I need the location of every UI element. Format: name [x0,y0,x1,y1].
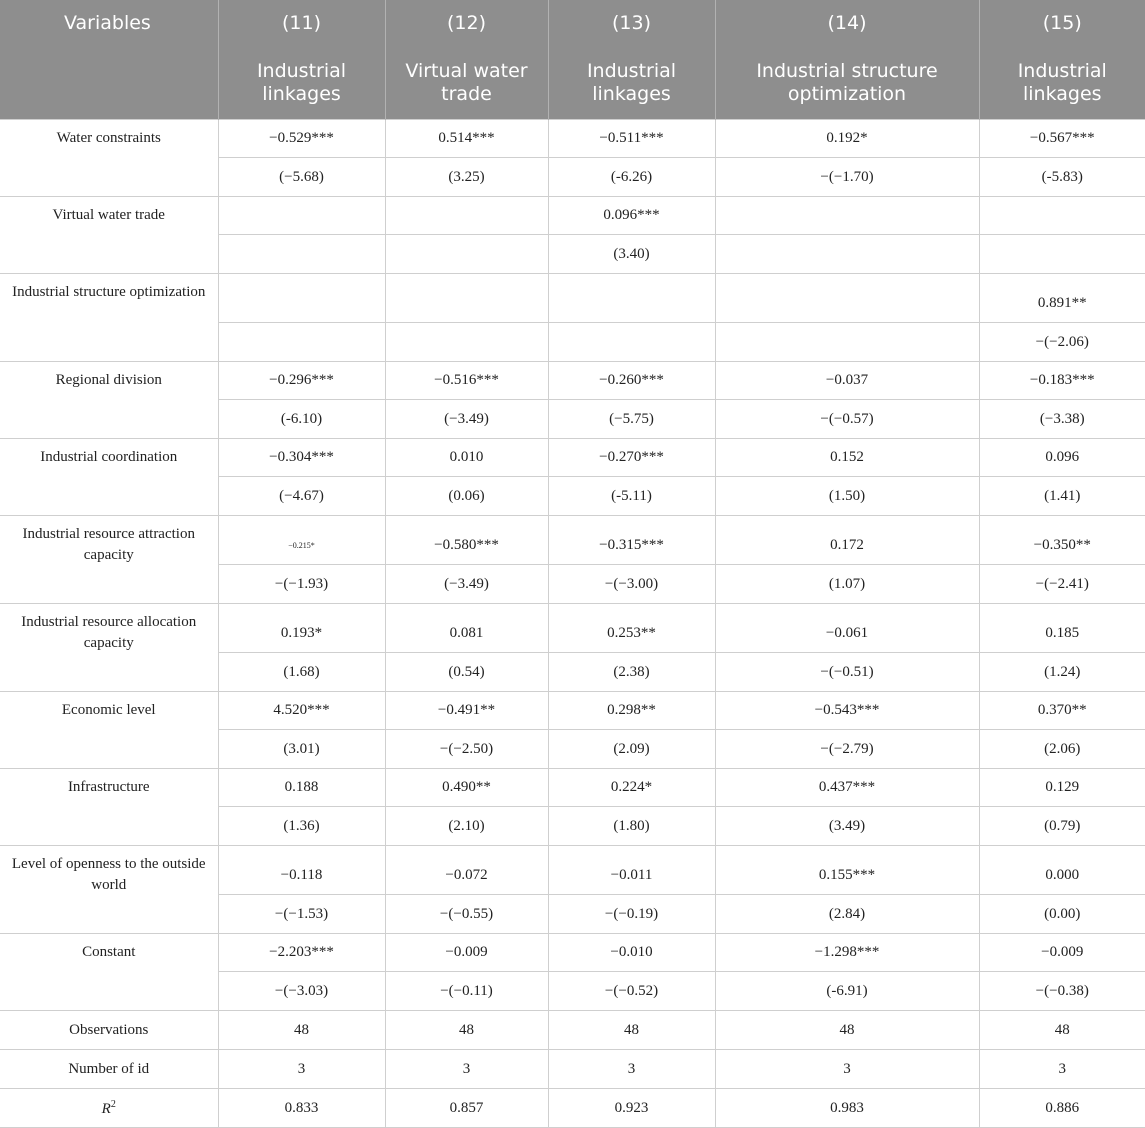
t-stat-cell [979,235,1145,274]
table-row [0,439,1145,477]
variable-label: Water constraints [0,120,218,197]
model-header-15: (15) [979,0,1145,47]
coefficient-cell: 0.096 [979,439,1145,477]
coefficient-cell: −0.009 [979,934,1145,972]
stat-value-cell: 0.857 [385,1089,548,1128]
t-stat-cell: (−5.75) [548,400,715,439]
coefficient-cell: 0.224* [548,769,715,807]
model-header-12: (12) [385,0,548,47]
t-stat-cell: (-6.26) [548,158,715,197]
t-stat-cell [218,323,385,362]
coefficient-cell: −0.350** [979,516,1145,565]
t-stat-cell: −(−0.55) [385,895,548,934]
stat-value-cell: 0.923 [548,1089,715,1128]
coefficient-cell: −0.009 [385,934,548,972]
t-stat-cell [715,323,979,362]
coefficient-cell: −0.580*** [385,516,548,565]
coefficient-cell [218,197,385,235]
t-stat-cell: (1.41) [979,477,1145,516]
t-stat-cell: (2.06) [979,730,1145,769]
t-stat-cell: (1.80) [548,807,715,846]
t-stat-cell: (1.36) [218,807,385,846]
variable-label: Industrial resource attraction capacity [0,516,218,604]
coefficient-cell [715,197,979,235]
coefficient-cell: −0.543*** [715,692,979,730]
t-stat-cell: −(−0.19) [548,895,715,934]
variable-label: Industrial resource allocation capacity [0,604,218,692]
t-stat-cell [715,235,979,274]
coefficient-cell: 0.891** [979,274,1145,323]
variable-label: Constant [0,934,218,1011]
stat-value-cell: 3 [385,1050,548,1089]
stat-row [0,1050,1145,1089]
coefficient-cell: 0.188 [218,769,385,807]
coefficient-cell: −0.511*** [548,120,715,158]
coefficient-cell: −0.215* [218,516,385,565]
stat-label: Observations [0,1011,218,1050]
coefficient-cell: −0.061 [715,604,979,653]
stat-value-cell: 3 [218,1050,385,1089]
t-stat-cell: (-5.83) [979,158,1145,197]
coefficient-cell: −0.260*** [548,362,715,400]
variable-label: Level of openness to the outside world [0,846,218,934]
coefficient-cell: 0.081 [385,604,548,653]
t-stat-cell: −(−0.52) [548,972,715,1011]
coefficient-cell: 0.490** [385,769,548,807]
t-stat-cell: (-5.11) [548,477,715,516]
coefficient-cell: −0.037 [715,362,979,400]
coefficient-cell: 0.152 [715,439,979,477]
coefficient-cell: −0.011 [548,846,715,895]
coefficient-cell [218,274,385,323]
t-stat-cell: (−3.49) [385,565,548,604]
coefficient-cell [385,197,548,235]
coefficient-cell: 0.010 [385,439,548,477]
t-stat-cell: (1.07) [715,565,979,604]
t-stat-cell: (3.01) [218,730,385,769]
dependent-header-12: Virtual water trade [385,47,548,120]
stat-value-cell: 48 [979,1011,1145,1050]
stat-value-cell: 48 [385,1011,548,1050]
coefficient-cell: −0.183*** [979,362,1145,400]
table-body [0,120,1145,1128]
t-stat-cell: (1.68) [218,653,385,692]
coefficient-cell: 0.370** [979,692,1145,730]
coefficient-cell: 0.129 [979,769,1145,807]
coefficient-cell: 0.192* [715,120,979,158]
table-header [0,0,1145,120]
t-stat-cell: (0.54) [385,653,548,692]
stat-value-cell: 3 [715,1050,979,1089]
t-stat-cell: −(−2.50) [385,730,548,769]
dependent-header-15: Industrial linkages [979,47,1145,120]
table-row [0,197,1145,235]
t-stat-cell [385,323,548,362]
table-row [0,692,1145,730]
stat-value-cell: 48 [715,1011,979,1050]
stat-value-cell: 0.886 [979,1089,1145,1128]
coefficient-cell: −0.304*** [218,439,385,477]
coefficient-cell: −0.296*** [218,362,385,400]
dependent-header-11: Industrial linkages [218,47,385,120]
t-stat-cell: −(−3.03) [218,972,385,1011]
stat-label: Number of id [0,1050,218,1089]
stat-value-cell: 3 [979,1050,1145,1089]
table-row [0,769,1145,807]
coefficient-cell [979,197,1145,235]
stat-row [0,1089,1145,1128]
t-stat-cell: −(−0.57) [715,400,979,439]
t-stat-cell: −(−3.00) [548,565,715,604]
table-row [0,120,1145,158]
coefficient-cell: 0.172 [715,516,979,565]
coefficient-cell: 0.096*** [548,197,715,235]
variable-label: Industrial structure optimization [0,274,218,362]
stat-value-cell: 3 [548,1050,715,1089]
variable-label: Regional division [0,362,218,439]
variables-header: Variables [0,0,218,47]
coefficient-cell: 0.155*** [715,846,979,895]
table-row [0,934,1145,972]
stat-label-superscript: 2 [110,1098,116,1110]
coefficient-cell [385,274,548,323]
coefficient-cell [548,274,715,323]
stat-label [0,1089,218,1128]
variable-label: Industrial coordination [0,439,218,516]
coefficient-cell: 0.514*** [385,120,548,158]
coefficient-cell: −0.072 [385,846,548,895]
t-stat-cell: −(−2.41) [979,565,1145,604]
model-header-13: (13) [548,0,715,47]
t-stat-cell [218,235,385,274]
t-stat-cell: (3.25) [385,158,548,197]
header-empty-cell [0,47,218,120]
dependent-header-14: Industrial structure optimization [715,47,979,120]
t-stat-cell: −(−1.70) [715,158,979,197]
t-stat-cell: (2.09) [548,730,715,769]
t-stat-cell: (0.06) [385,477,548,516]
t-stat-cell: (1.24) [979,653,1145,692]
coefficient-cell: 0.000 [979,846,1145,895]
stat-value-cell: 0.833 [218,1089,385,1128]
t-stat-cell: (-6.91) [715,972,979,1011]
t-stat-cell: (-6.10) [218,400,385,439]
variable-label: Infrastructure [0,769,218,846]
coefficient-cell: −2.203*** [218,934,385,972]
t-stat-cell: −(−0.38) [979,972,1145,1011]
coefficient-cell [715,274,979,323]
t-stat-cell [385,235,548,274]
variable-label: Virtual water trade [0,197,218,274]
t-stat-cell: (2.38) [548,653,715,692]
t-stat-cell: (0.79) [979,807,1145,846]
t-stat-cell: −(−2.79) [715,730,979,769]
t-stat-cell: −(−0.11) [385,972,548,1011]
t-stat-cell: −(−0.51) [715,653,979,692]
model-header-14: (14) [715,0,979,47]
coefficient-cell: −0.315*** [548,516,715,565]
coefficient-cell: 0.253** [548,604,715,653]
coefficient-cell: 0.193* [218,604,385,653]
coefficient-cell: −1.298*** [715,934,979,972]
stat-value-cell: 48 [548,1011,715,1050]
coefficient-cell: 0.298** [548,692,715,730]
table-row [0,846,1145,895]
coefficient-cell: −0.118 [218,846,385,895]
stat-row [0,1011,1145,1050]
stat-value-cell: 48 [218,1011,385,1050]
t-stat-cell: (3.40) [548,235,715,274]
t-stat-cell: (−3.38) [979,400,1145,439]
t-stat-cell [548,323,715,362]
t-stat-cell: (−4.67) [218,477,385,516]
stat-label-text: R [101,1100,111,1117]
coefficient-cell: −0.010 [548,934,715,972]
dependent-header-13: Industrial linkages [548,47,715,120]
t-stat-cell: (0.00) [979,895,1145,934]
coefficient-cell: −0.529*** [218,120,385,158]
t-stat-cell: (−5.68) [218,158,385,197]
table-row [0,604,1145,653]
stat-value-cell: 0.983 [715,1089,979,1128]
t-stat-cell: −(−1.93) [218,565,385,604]
table-row [0,516,1145,565]
t-stat-cell: (−3.49) [385,400,548,439]
t-stat-cell: (2.84) [715,895,979,934]
model-header-11: (11) [218,0,385,47]
table-row [0,274,1145,323]
t-stat-cell: (2.10) [385,807,548,846]
coefficient-cell: 4.520*** [218,692,385,730]
coefficient-cell: −0.567*** [979,120,1145,158]
coefficient-cell: 0.185 [979,604,1145,653]
coefficient-cell: −0.516*** [385,362,548,400]
t-stat-cell: (1.50) [715,477,979,516]
t-stat-cell: −(−1.53) [218,895,385,934]
variable-label: Economic level [0,692,218,769]
coefficient-cell: −0.270*** [548,439,715,477]
coefficient-cell: −0.491** [385,692,548,730]
table-row [0,362,1145,400]
coefficient-cell: 0.437*** [715,769,979,807]
t-stat-cell: (3.49) [715,807,979,846]
t-stat-cell: −(−2.06) [979,323,1145,362]
